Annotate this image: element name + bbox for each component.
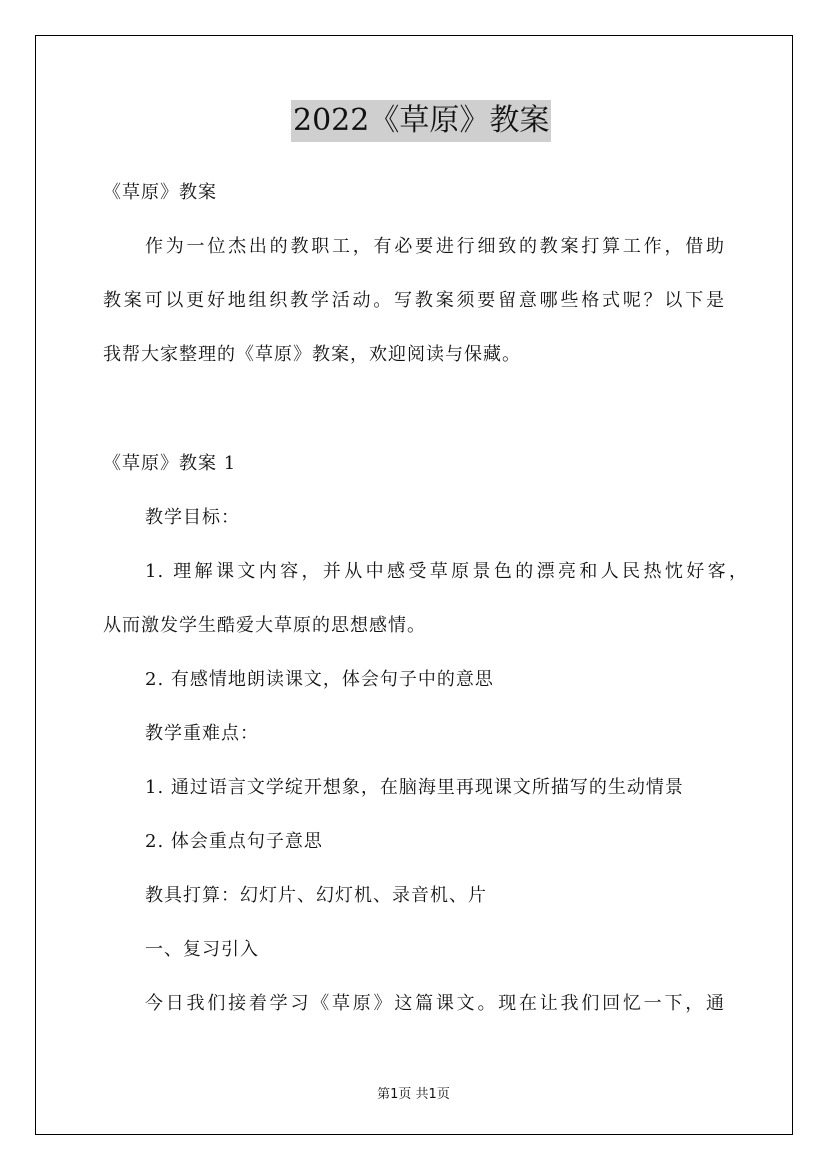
section-heading: 《草原》教案 1 bbox=[103, 453, 237, 474]
body-line-7: 2. 体会重点句子意思 bbox=[145, 831, 323, 852]
body-line-5: 教学重难点： bbox=[145, 723, 259, 744]
intro-line-2: 教案可以更好地组织教学活动。写教案须要留意哪些格式呢？以下是 bbox=[103, 290, 725, 311]
intro-line-1: 作为一位杰出的教职工，有必要进行细致的教案打算工作，借助 bbox=[145, 236, 725, 257]
document-subtitle: 《草原》教案 bbox=[103, 182, 217, 203]
body-line-1: 教学目标： bbox=[145, 507, 240, 528]
body-line-9: 一、复习引入 bbox=[145, 939, 259, 960]
intro-line-3: 我帮大家整理的《草原》教案，欢迎阅读与保藏。 bbox=[103, 344, 521, 365]
body-line-6: 1. 通过语言文学绽开想象，在脑海里再现课文所描写的生动情景 bbox=[145, 777, 684, 798]
body-line-2: 1. 理解课文内容，并从中感受草原景色的漂亮和人民热忱好客， bbox=[145, 561, 748, 582]
body-line-8: 教具打算：幻灯片、幻灯机、录音机、片 bbox=[145, 885, 487, 906]
body-line-4: 2. 有感情地朗读课文，体会句子中的意思 bbox=[145, 669, 494, 690]
page-footer: 第1页 共1页 bbox=[377, 1087, 450, 1102]
document-title: 2022《草原》教案 bbox=[291, 100, 551, 142]
body-line-3: 从而激发学生酷爱大草原的思想感情。 bbox=[103, 615, 426, 636]
body-line-10: 今日我们接着学习《草原》这篇课文。现在让我们回忆一下，通 bbox=[145, 993, 725, 1014]
